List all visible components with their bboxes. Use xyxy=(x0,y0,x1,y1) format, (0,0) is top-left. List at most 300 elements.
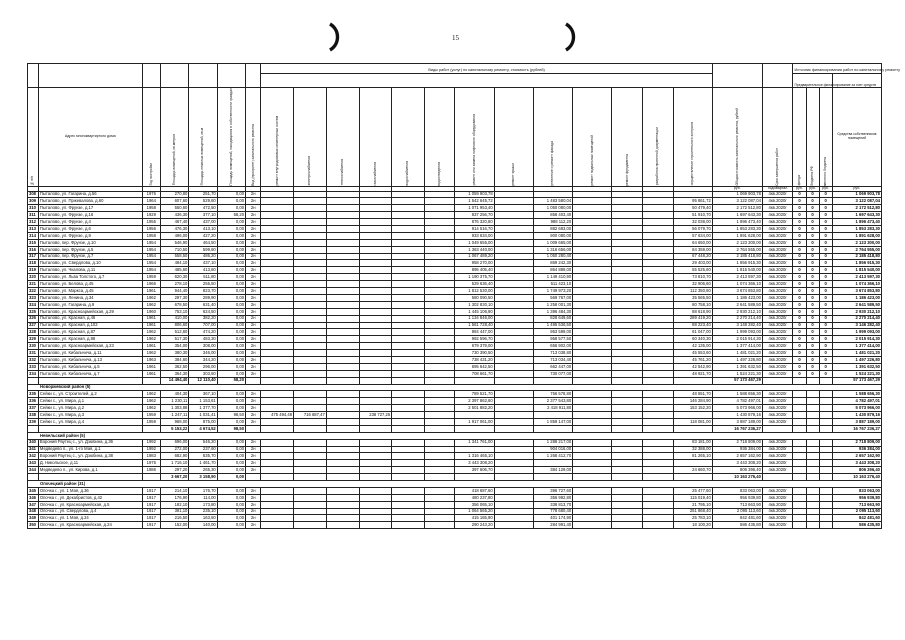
table-cell xyxy=(38,425,142,432)
table-cell xyxy=(261,281,294,288)
table-cell: 2н xyxy=(246,522,261,529)
table-cell: 2н xyxy=(246,405,261,412)
table-cell: 678,50 xyxy=(161,301,189,308)
table-row xyxy=(28,508,882,515)
table-cell xyxy=(494,239,533,246)
table-cell xyxy=(643,308,674,315)
table-cell: Пыталово, ул. Фрунзе, д.6 xyxy=(38,226,142,233)
table-cell xyxy=(326,246,359,253)
table-cell: 1 391 632,50 xyxy=(832,363,881,370)
table-cell: 1 749 973,20 xyxy=(533,288,572,295)
table-cell: 4кв.2020г xyxy=(762,329,793,336)
table-cell: 0,00 xyxy=(217,232,245,239)
table-cell: 1 050 080,00 xyxy=(533,205,572,212)
table-cell xyxy=(573,294,612,301)
table-cell xyxy=(573,253,612,260)
table-cell xyxy=(819,425,832,432)
table-cell xyxy=(392,226,425,233)
table-cell: 320 xyxy=(28,274,39,281)
table-cell: 289 419,20 xyxy=(673,315,712,322)
table-cell: 0 xyxy=(806,226,819,233)
table-cell: 2 123 300,00 xyxy=(712,239,762,246)
table-cell xyxy=(612,391,643,398)
table-row xyxy=(28,219,882,226)
table-cell xyxy=(494,391,533,398)
table-cell: Пыталово, ул. Красноармейская, д.23 xyxy=(38,343,142,350)
table-cell: 4 674,52 xyxy=(189,425,217,432)
table-cell xyxy=(612,439,643,446)
table-cell xyxy=(455,425,494,432)
table-cell: 321 xyxy=(28,281,39,288)
table-cell: 713 663,90 xyxy=(832,501,881,508)
table-row xyxy=(28,308,882,315)
table-cell xyxy=(294,219,327,226)
table-cell: 599,60 xyxy=(189,246,217,253)
table-cell xyxy=(294,322,327,329)
table-cell: 265,30 xyxy=(189,467,217,474)
table-cell xyxy=(294,350,327,357)
table-cell: 3 887 189,00 xyxy=(712,418,762,425)
table-cell: 0,00 xyxy=(217,522,245,529)
table-cell xyxy=(261,308,294,315)
table-cell xyxy=(573,281,612,288)
table-cell: 1963 xyxy=(142,356,161,363)
table-cell xyxy=(424,453,455,460)
table-cell: 756 578,80 xyxy=(533,391,572,398)
table-cell xyxy=(643,232,674,239)
table-cell xyxy=(806,460,819,467)
table-cell xyxy=(573,232,612,239)
table-cell: 2 270 214,40 xyxy=(832,315,881,322)
table-cell xyxy=(612,267,643,274)
table-cell xyxy=(424,418,455,425)
table-cell: 2 095 113,60 xyxy=(832,508,881,515)
table-cell: 1917 xyxy=(142,494,161,501)
table-cell xyxy=(612,315,643,322)
table-cell: 331 xyxy=(28,350,39,357)
table-cell: 310 xyxy=(28,205,39,212)
table-cell: 2н xyxy=(246,267,261,274)
table-cell: 362,50 xyxy=(161,363,189,370)
table-cell xyxy=(573,246,612,253)
table-cell: 182,10 xyxy=(161,501,189,508)
table-cell: 4кв.2020г xyxy=(762,288,793,295)
table-cell xyxy=(612,336,643,343)
table-cell: 730 077,00 xyxy=(533,370,572,377)
table-cell: 0,00 xyxy=(217,446,245,453)
table-cell xyxy=(424,425,455,432)
table-cell: 0 xyxy=(793,281,806,288)
table-cell xyxy=(326,501,359,508)
table-cell xyxy=(294,522,327,529)
table-cell: 25 477,60 xyxy=(673,487,712,494)
table-cell xyxy=(326,350,359,357)
table-cell xyxy=(392,198,425,205)
table-cell: 4кв.2020г xyxy=(762,453,793,460)
table-cell: Сейки с., ул. Строителей, д.2 xyxy=(38,391,142,398)
table-cell xyxy=(573,343,612,350)
table-cell: 1962 xyxy=(142,329,161,336)
table-cell xyxy=(643,487,674,494)
col-area-label: Площадь помещений, кв.метров xyxy=(172,134,177,186)
table-cell: Опочка г., ул. Красноармейская, д.24 xyxy=(38,522,142,529)
table-cell xyxy=(612,474,643,481)
table-cell xyxy=(494,281,533,288)
table-cell xyxy=(643,418,674,425)
table-cell: Пыталово, ул. Гагарина, д.9 xyxy=(38,301,142,308)
table-cell xyxy=(494,439,533,446)
table-cell xyxy=(424,460,455,467)
table-cell: 1 316 656,00 xyxy=(533,246,572,253)
table-cell xyxy=(494,398,533,405)
table-cell: 4кв.2020г xyxy=(762,501,793,508)
table-cell: 24 660,70 xyxy=(673,467,712,474)
table-cell xyxy=(643,501,674,508)
table-cell xyxy=(819,446,832,453)
table-cell xyxy=(643,391,674,398)
repair-register-table xyxy=(27,63,900,529)
table-cell: 4кв.2020г xyxy=(762,198,793,205)
table-cell: 324 xyxy=(28,301,39,308)
table-cell xyxy=(533,377,572,384)
table-cell: 1961 xyxy=(142,343,161,350)
table-cell: 329 xyxy=(28,336,39,343)
table-cell: 1 524 221,30 xyxy=(712,370,762,377)
table-cell: 4кв.2020г xyxy=(762,322,793,329)
table-cell: 1 481 021,20 xyxy=(712,350,762,357)
table-cell: 84 359,00 xyxy=(673,246,712,253)
table-cell: 4кв.2020г xyxy=(762,205,793,212)
table-cell: 2н xyxy=(246,253,261,260)
table-cell xyxy=(261,460,294,467)
table-cell: 1929 xyxy=(142,212,161,219)
table-cell: 4кв.2020г xyxy=(762,515,793,522)
table-cell xyxy=(643,205,674,212)
table-cell: 1 891 628,00 xyxy=(712,232,762,239)
table-row xyxy=(28,315,882,322)
table-cell xyxy=(326,343,359,350)
table-cell xyxy=(612,487,643,494)
table-cell xyxy=(261,315,294,322)
table-row xyxy=(28,212,882,219)
unit-label: год/квартал xyxy=(762,186,793,191)
table-cell xyxy=(392,356,425,363)
table-cell: 284 991,40 xyxy=(533,522,572,529)
table-cell: 933 634,00 xyxy=(455,232,494,239)
table-row xyxy=(28,467,882,474)
table-cell xyxy=(424,191,455,198)
table-cell xyxy=(819,391,832,398)
table-cell: 173,80 xyxy=(189,501,217,508)
table-cell: 4кв.2020г xyxy=(762,405,793,412)
table-cell xyxy=(612,219,643,226)
table-cell: 586 435,80 xyxy=(712,522,762,529)
table-cell xyxy=(819,460,832,467)
table-cell xyxy=(424,350,455,357)
table-cell: 81 265,10 xyxy=(673,453,712,460)
table-cell xyxy=(806,494,819,501)
table-cell: 2 270 214,40 xyxy=(712,315,762,322)
table-cell xyxy=(573,329,612,336)
table-cell: 1 917 061,00 xyxy=(455,418,494,425)
table-cell: 32 038,00 xyxy=(673,219,712,226)
table-cell: 511 423,10 xyxy=(533,281,572,288)
table-cell xyxy=(424,336,455,343)
table-cell: 1955 xyxy=(142,219,161,226)
table-cell: 384 129,00 xyxy=(533,467,572,474)
table-cell: 988 112,20 xyxy=(533,219,572,226)
table-cell: 1954 xyxy=(142,239,161,246)
table-cell xyxy=(494,501,533,508)
table-cell xyxy=(261,356,294,363)
table-cell: 95 861,72 xyxy=(673,198,712,205)
table-cell: 0,00 xyxy=(217,205,245,212)
table-cell xyxy=(424,494,455,501)
table-cell: 313 xyxy=(28,226,39,233)
table-cell xyxy=(326,219,359,226)
table-cell: 4кв.2020г xyxy=(762,363,793,370)
table-cell xyxy=(643,515,674,522)
table-cell: 1 064 565,20 xyxy=(455,508,494,515)
col-area3-label: Площадь помещений, находящихся в собственности граждан xyxy=(228,88,233,186)
table-cell xyxy=(762,377,793,384)
table-cell xyxy=(359,391,392,398)
table-cell xyxy=(612,246,643,253)
header-fund-group: Источник финансирования работ по капитальному ремонту xyxy=(793,64,882,74)
table-cell: 806,60 xyxy=(161,322,189,329)
table-cell xyxy=(494,522,533,529)
table-cell xyxy=(424,515,455,522)
table-row xyxy=(28,453,882,460)
table-cell xyxy=(294,281,327,288)
table-cell xyxy=(573,350,612,357)
table-cell xyxy=(294,370,327,377)
table-cell xyxy=(494,425,533,432)
table-cell xyxy=(806,474,819,481)
table-cell: 1 050 280,40 xyxy=(533,253,572,260)
table-cell xyxy=(294,446,327,453)
table-cell: 327 xyxy=(28,322,39,329)
table-cell xyxy=(573,487,612,494)
table-cell xyxy=(326,281,359,288)
table-row xyxy=(28,274,882,281)
table-cell xyxy=(261,515,294,522)
table-cell: 1 341 761,00 xyxy=(455,439,494,446)
table-cell xyxy=(326,356,359,363)
work-col-label: теплоснабжения xyxy=(339,159,344,186)
table-cell: Пыталово, ул. Красная, д.87 xyxy=(38,329,142,336)
table-cell: 216,50 xyxy=(161,515,189,522)
table-cell: 1962 xyxy=(142,405,161,412)
table-cell xyxy=(359,405,392,412)
table-cell xyxy=(326,253,359,260)
table-cell: 25 783,10 xyxy=(673,515,712,522)
table-cell xyxy=(261,370,294,377)
table-cell: 354,00 xyxy=(161,343,189,350)
table-cell xyxy=(392,418,425,425)
table-row xyxy=(28,232,882,239)
table-cell: Пыталово, ул. Пржевалова, д.60 xyxy=(38,198,142,205)
table-cell: 10 163 276,40 xyxy=(712,474,762,481)
col-year-label: Год постройки xyxy=(148,163,153,186)
table-cell xyxy=(573,239,612,246)
table-cell: 364,30 xyxy=(161,370,189,377)
table-cell: 0,00 xyxy=(217,343,245,350)
table-cell: 5 073 966,00 xyxy=(712,405,762,412)
table-cell: Сейки с., ул. Мира, д.3 xyxy=(38,412,142,419)
table-cell: 1962 xyxy=(142,398,161,405)
table-cell xyxy=(494,322,533,329)
table-cell xyxy=(793,377,806,384)
table-cell: 1 430 879,16 xyxy=(832,412,881,419)
table-cell: Сейки с., ул. Мира, д.4 xyxy=(38,418,142,425)
table-cell: 4кв.2020г xyxy=(762,460,793,467)
table-row xyxy=(28,336,882,343)
table-cell xyxy=(392,281,425,288)
table-cell: 1 497 226,80 xyxy=(712,356,762,363)
section-header-row xyxy=(28,432,882,439)
table-cell xyxy=(819,515,832,522)
table-cell xyxy=(392,412,425,419)
table-cell xyxy=(806,377,819,384)
table-cell xyxy=(762,425,793,432)
table-cell: 1 481 021,20 xyxy=(832,350,881,357)
table-cell xyxy=(643,288,674,295)
table-cell xyxy=(359,515,392,522)
table-cell xyxy=(455,446,494,453)
table-cell xyxy=(359,239,392,246)
table-cell xyxy=(573,288,612,295)
table-cell: 1 999 093,00 xyxy=(832,329,881,336)
table-cell xyxy=(326,205,359,212)
table-cell xyxy=(573,501,612,508)
table-cell xyxy=(294,377,327,384)
table-cell: 2н xyxy=(246,232,261,239)
table-cell xyxy=(392,191,425,198)
table-cell: 0 xyxy=(793,239,806,246)
table-cell xyxy=(359,315,392,322)
table-cell xyxy=(359,343,392,350)
table-cell xyxy=(294,191,327,198)
table-cell: 1 377 414,00 xyxy=(832,343,881,350)
table-cell xyxy=(359,281,392,288)
table-cell: 713 034,40 xyxy=(533,356,572,363)
table-cell: 0 xyxy=(806,363,819,370)
table-cell: 0 xyxy=(819,281,832,288)
table-cell xyxy=(573,212,612,219)
table-cell xyxy=(643,274,674,281)
table-cell: Опочка г., ул. Красноармейская, д.5 xyxy=(38,501,142,508)
table-cell: Пыталово, ул. Фрунзе, д.17 xyxy=(38,205,142,212)
table-cell: 1 069 903,78 xyxy=(832,191,881,198)
table-cell xyxy=(359,508,392,515)
table-cell xyxy=(424,294,455,301)
table-cell: 0,00 xyxy=(217,487,245,494)
table-cell xyxy=(392,336,425,343)
table-row xyxy=(28,239,882,246)
table-cell xyxy=(424,508,455,515)
table-cell: 309 xyxy=(28,198,39,205)
table-cell: 472,50 xyxy=(189,205,217,212)
table-cell: 586 435,80 xyxy=(832,522,881,529)
table-cell: 4кв.2020г xyxy=(762,308,793,315)
table-cell xyxy=(424,439,455,446)
table-cell xyxy=(326,391,359,398)
table-cell xyxy=(326,301,359,308)
table-cell: 21 795,10 xyxy=(673,501,712,508)
table-cell xyxy=(392,315,425,322)
table-cell: 401 174,90 xyxy=(533,515,572,522)
table-cell: 98,50 xyxy=(217,425,245,432)
table-cell: 0 xyxy=(819,260,832,267)
table-cell: Сейки с., ул. Мира, д.1 xyxy=(38,398,142,405)
table-cell xyxy=(359,474,392,481)
table-cell: 0 xyxy=(819,226,832,233)
table-cell: 2 718 809,00 xyxy=(832,439,881,446)
table-cell: 0,00 xyxy=(217,294,245,301)
table-cell xyxy=(643,508,674,515)
table-cell xyxy=(392,522,425,529)
table-cell xyxy=(643,474,674,481)
table-cell: Пыталово, ул. Кибальчича, д.7 xyxy=(38,370,142,377)
table-cell: 2н xyxy=(246,356,261,363)
table-cell: 0 xyxy=(806,267,819,274)
table-cell: 152,00 xyxy=(161,522,189,529)
table-cell: 311 xyxy=(28,212,39,219)
table-cell: 4кв.2020г xyxy=(762,239,793,246)
table-cell: 1917 xyxy=(142,501,161,508)
table-cell xyxy=(494,412,533,419)
table-cell xyxy=(142,425,161,432)
table-cell: 338 813,70 xyxy=(533,501,572,508)
table-cell: 2 657 162,90 xyxy=(712,453,762,460)
table-row xyxy=(28,281,882,288)
table-cell xyxy=(424,198,455,205)
table-cell xyxy=(392,391,425,398)
table-cell xyxy=(392,377,425,384)
table-cell: 437,10 xyxy=(189,260,217,267)
table-cell xyxy=(494,474,533,481)
table-cell xyxy=(261,294,294,301)
table-cell: 0 xyxy=(806,205,819,212)
table-cell: 3 887 189,00 xyxy=(832,418,881,425)
table-cell: 944,40 xyxy=(161,288,189,295)
table-cell xyxy=(494,315,533,322)
table-cell: 546,90 xyxy=(161,239,189,246)
table-cell xyxy=(793,508,806,515)
table-cell xyxy=(612,301,643,308)
table-cell xyxy=(643,467,674,474)
table-cell: 0 xyxy=(793,198,806,205)
table-cell xyxy=(643,191,674,198)
unit-label: руб. xyxy=(819,186,832,191)
table-cell: 1961 xyxy=(142,288,161,295)
col-area2-label: Площадь нежилых помещений, кв.м xyxy=(200,128,205,186)
table-cell xyxy=(612,212,643,219)
table-cell xyxy=(261,446,294,453)
table-cell: 4кв.2020г xyxy=(762,260,793,267)
table-cell xyxy=(612,239,643,246)
table-cell: 48 921,70 xyxy=(673,370,712,377)
table-cell: 953 599,00 xyxy=(533,329,572,336)
table-cell xyxy=(359,267,392,274)
table-cell: 1 302 830,10 xyxy=(455,301,494,308)
table-cell: 0 xyxy=(793,267,806,274)
table-cell: 875,00 xyxy=(189,418,217,425)
table-cell xyxy=(819,467,832,474)
table-cell xyxy=(494,515,533,522)
table-cell xyxy=(294,198,327,205)
